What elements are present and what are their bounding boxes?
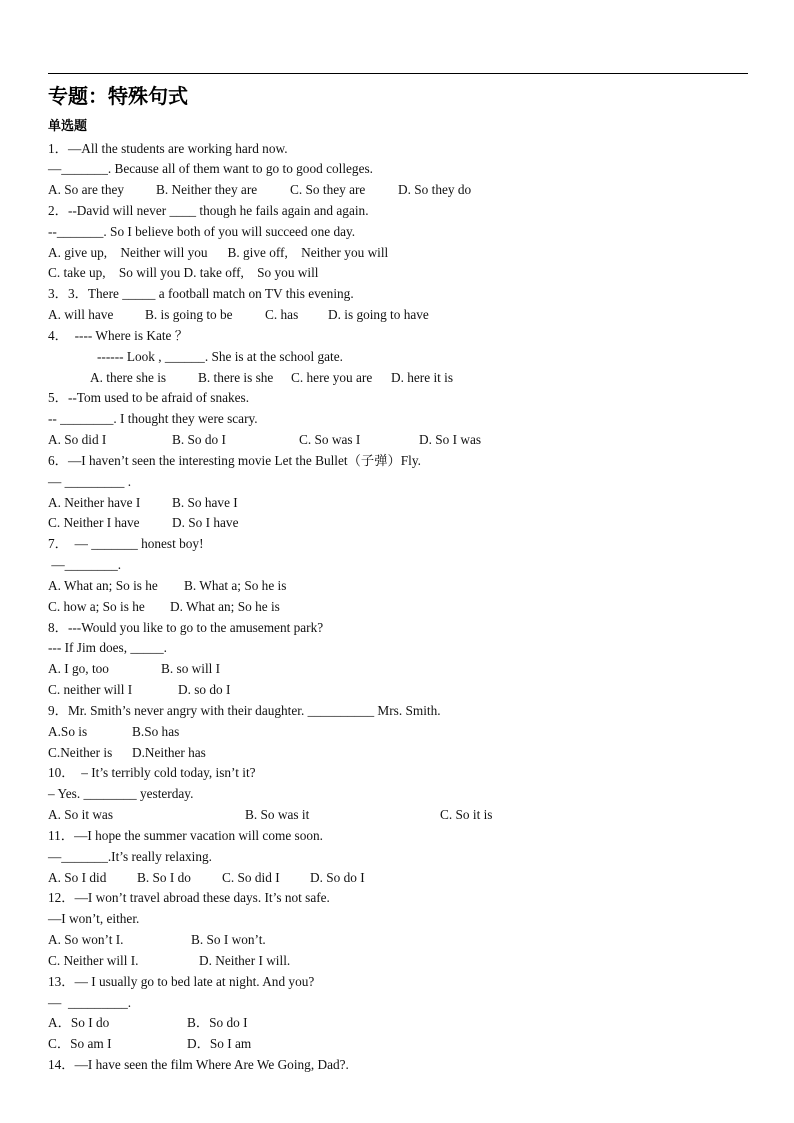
question-line: — _________ .: [48, 473, 132, 489]
question-line: 5．--Tom used to be afraid of snakes.: [48, 390, 250, 406]
question-line: 13．— I usually go to bed late at night. And you?: [48, 973, 315, 989]
answer-option: A. So I did: [48, 869, 107, 885]
answer-option: C. So it is: [440, 807, 493, 823]
answer-options-line: [0, 743, 794, 764]
answer-option: B. So have I: [172, 494, 238, 510]
answer-option: B. there is she: [198, 369, 274, 385]
question-line: --_______. So I believe both of you will succeed one day.: [48, 223, 356, 239]
answer-option: A. I go, too: [48, 661, 109, 677]
answer-option: A. So won’t I.: [48, 932, 124, 948]
answer-options-line: [0, 659, 794, 680]
answer-option: B. So I do: [137, 869, 191, 885]
answer-options-line: [0, 951, 794, 972]
answer-option: B．So do I: [187, 1015, 248, 1031]
answer-option: D. so do I: [178, 682, 231, 698]
answer-option: A. there she is: [90, 369, 167, 385]
answer-option: A. So it was: [48, 807, 114, 823]
answer-option: B. so will I: [161, 661, 221, 677]
answer-options-line: [0, 180, 794, 201]
question-line: 9．Mr. Smith’s never angry with their daughter. __________ Mrs. Smith.: [48, 702, 441, 718]
question-line: 6．—I haven’t seen the interesting movie Let the Bullet（子弹）Fly.: [48, 452, 421, 468]
answer-option: C. here you are: [291, 369, 373, 385]
question-line: —_______. Because all of them want to go to good colleges.: [48, 161, 373, 177]
answer-option: B. So do I: [172, 432, 226, 448]
question-line: —________.: [48, 557, 122, 573]
answer-option: A. Neither have I: [48, 494, 141, 510]
answer-option: C．So am I: [48, 1036, 112, 1052]
question-line: —_______.It’s really relaxing.: [48, 848, 212, 864]
answer-options-line: [0, 430, 794, 451]
answer-options-line: [0, 305, 794, 326]
question-line: — _________.: [48, 994, 132, 1010]
answer-options-line: [0, 680, 794, 701]
question-line: 10． – It’s terribly cold today, isn’t it?: [48, 765, 256, 781]
answer-option: C. Neither will I.: [48, 952, 139, 968]
answer-option: A. What an; So is he: [48, 577, 158, 593]
question-line: 11．—I hope the summer vacation will come soon.: [48, 827, 323, 843]
page-title: 专题：特殊句式: [48, 84, 188, 108]
answer-option: D. is going to have: [328, 307, 429, 323]
answer-option: C. Neither I have: [48, 515, 140, 531]
answer-option: A．So I do: [48, 1015, 110, 1031]
question-line: 14．—I have seen the film Where Are We Going, Dad?.: [48, 1057, 349, 1073]
question-line: 1．—All the students are working hard now.: [48, 140, 288, 156]
question-line: -- ________. I thought they were scary.: [48, 411, 258, 427]
question-line: 2．--David will never ____ though he fails again and again.: [48, 202, 369, 218]
answer-option: A.So is: [48, 723, 88, 739]
answer-options-line: [0, 930, 794, 951]
answer-options-line: [0, 576, 794, 597]
question-line: —I won’t, either.: [48, 911, 140, 927]
answer-option: A. So are they: [48, 182, 125, 198]
answer-option: D. So do I: [310, 869, 365, 885]
question-line: 3．3．There _____ a football match on TV this evening.: [48, 286, 354, 302]
answer-option: C. how a; So is he: [48, 598, 145, 614]
answer-option: D. So I have: [172, 515, 239, 531]
question-line: C. take up, So will you D. take off, So you will: [48, 265, 319, 281]
answer-options-line: [0, 1013, 794, 1034]
question-line: --- If Jim does, _____.: [48, 640, 167, 656]
answer-options-line: [0, 493, 794, 514]
answer-option: D. What an; So he is: [170, 598, 280, 614]
answer-option: D. So they do: [398, 182, 472, 198]
answer-option: B. What a; So he is: [184, 577, 287, 593]
question-line: – Yes. ________ yesterday.: [48, 786, 194, 802]
question-line: 8．---Would you like to go to the amusement park?: [48, 619, 324, 635]
answer-option: D. here it is: [391, 369, 454, 385]
answer-option: B. Neither they are: [156, 182, 258, 198]
answer-option: B. So I won’t.: [191, 932, 266, 948]
answer-option: D.Neither has: [132, 744, 206, 760]
answer-option: D. Neither I will.: [199, 952, 291, 968]
answer-option: C. neither will I: [48, 682, 133, 698]
answer-option: B. So was it: [245, 807, 310, 823]
question-line: ------ Look , ______. She is at the school gate.: [97, 348, 343, 364]
answer-option: A. So did I: [48, 432, 107, 448]
answer-options-line: [0, 868, 794, 889]
answer-option: A. will have: [48, 307, 114, 323]
answer-options-line: [0, 597, 794, 618]
answer-option: B.So has: [132, 723, 180, 739]
answer-options-line: [0, 513, 794, 534]
answer-options-line: [0, 805, 794, 826]
answer-option: D．So I am: [187, 1036, 252, 1052]
answer-option: B. is going to be: [145, 307, 233, 323]
answer-option: C. So they are: [290, 182, 366, 198]
answer-option: C. So did I: [222, 869, 280, 885]
answer-options-line: [0, 1034, 794, 1055]
question-line: 4． ---- Where is Kate ？: [48, 327, 189, 343]
answer-option: C.Neither is: [48, 744, 113, 760]
question-line: A. give up, Neither will you B. give off, Neither you will: [48, 244, 389, 260]
question-line: 12．—I won’t travel abroad these days. It’s not safe.: [48, 890, 330, 906]
answer-option: C. has: [265, 307, 299, 323]
answer-option: C. So was I: [299, 432, 361, 448]
answer-options-line: [0, 368, 794, 389]
section-heading: 单选题: [48, 119, 88, 134]
answer-options-line: [0, 722, 794, 743]
answer-option: D. So I was: [419, 432, 482, 448]
question-line: 7． — _______ honest boy!: [48, 536, 204, 552]
